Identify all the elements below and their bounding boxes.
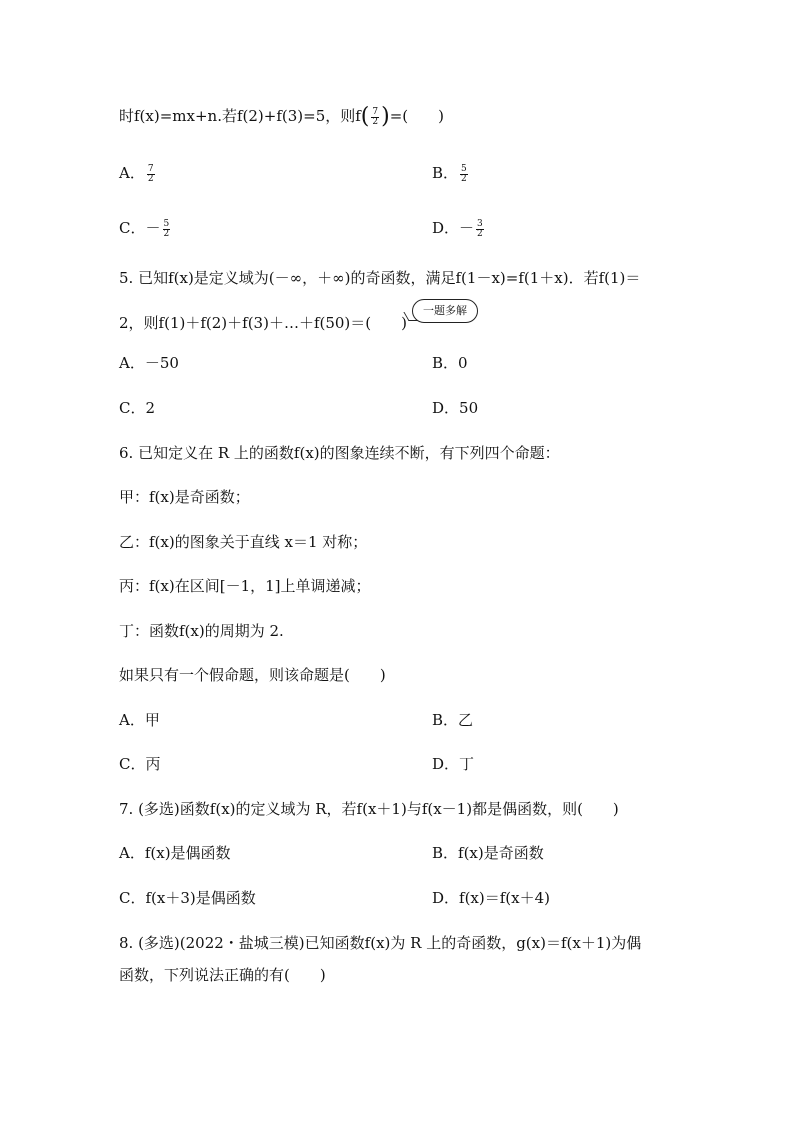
- q7-option-b[interactable]: B．f(x)是奇函数: [432, 844, 544, 862]
- q6-option-b[interactable]: B．乙: [432, 711, 474, 729]
- q5-option-d[interactable]: D．50: [432, 399, 479, 417]
- q4-option-b[interactable]: B． $\frac{5}{2}$: [432, 163, 467, 184]
- q5-line2: 2，则f(1)＋f(2)＋f(3)＋…＋f(50)＝( ): [119, 314, 407, 332]
- multi-solution-badge: 一题多解: [412, 299, 478, 323]
- q4-option-c[interactable]: C．－ $\frac{5}{2}$: [119, 218, 170, 239]
- q7-option-c[interactable]: C．f(x＋3)是偶函数: [119, 889, 256, 907]
- q4-option-d[interactable]: D．－ $\frac{3}{2}$: [432, 218, 483, 239]
- q6-prop-jia: 甲：f(x)是奇函数；: [119, 488, 250, 506]
- q5-option-c[interactable]: C．2: [119, 399, 156, 417]
- q8-line1: 8. (多选)(2022・盐城三模)已知函数f(x)为 R 上的奇函数，g(x)＝f(x＋1)为偶: [119, 934, 642, 952]
- q6-prop-bing: 丙：f(x)在区间[－1，1]上单调递减；: [119, 577, 371, 595]
- q7-stem: 7. (多选)函数f(x)的定义域为 R，若f(x＋1)与f(x－1)都是偶函数，则( ): [119, 800, 619, 818]
- q6-option-a[interactable]: A．甲: [119, 711, 160, 729]
- q4-stem: 时f(x)=mx+n.若f(2)+f(3)=5，则f( $\frac{7}{2}$ )=( ): [119, 104, 444, 129]
- q6-option-d[interactable]: D．丁: [432, 755, 475, 773]
- q6-option-c[interactable]: C．丙: [119, 755, 161, 773]
- q6-prop-yi: 乙：f(x)的图象关于直线 x＝1 对称；: [119, 533, 368, 551]
- q6-prop-ding: 丁：函数f(x)的周期为 2.: [119, 622, 284, 640]
- q4-fraction: $\frac{7}{2}$: [372, 106, 379, 127]
- q5-option-b[interactable]: B．0: [432, 354, 468, 372]
- q6-ask: 如果只有一个假命题，则该命题是( ): [119, 666, 386, 684]
- q6-stem: 6. 已知定义在 R 上的函数f(x)的图象连续不断，有下列四个命题：: [119, 444, 560, 462]
- q5-option-a[interactable]: A．－50: [119, 354, 179, 372]
- q8-line2: 函数，下列说法正确的有( ): [119, 966, 326, 984]
- q4-option-a[interactable]: A． $\frac{7}{2}$: [119, 163, 154, 184]
- q7-option-d[interactable]: D．f(x)＝f(x＋4): [432, 889, 551, 907]
- q7-option-a[interactable]: A．f(x)是偶函数: [119, 844, 231, 862]
- q5-line1: 5. 已知f(x)是定义域为(－∞，＋∞)的奇函数，满足f(1－x)=f(1＋x)．若f(1)＝: [119, 269, 641, 287]
